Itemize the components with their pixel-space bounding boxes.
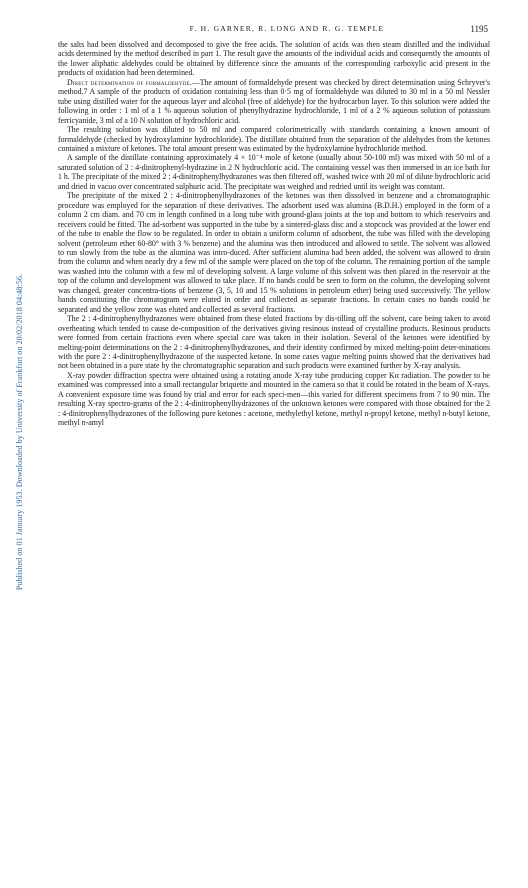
running-title: F. H. GARNER, R. LONG AND R. G. TEMPLE: [189, 24, 385, 33]
paragraph: [58, 78, 490, 125]
publication-side-note: [5, 132, 24, 732]
paragraph: A sample of the distillate containing approximately 4 × 10⁻⁴ mole of ketone (usually about 50-100 ml) was mixed with 50 ml of a saturated solution of 2 : 4-dinitrophenyl-hydrazine in 2 N hydrochloric acid. The containing vessel was then immersed in an ice bath for 1 h. The precipitate of the mixed 2 : 4-dinitrophenylhydrazones was then filtered off, washed twice with 20 ml of dilute hydrochloric acid and dried in vacuo over concentrated sulphuric acid. The precipitate was weighed and redried until its weight was constant.: [58, 153, 490, 191]
paragraph: the salts had been dissolved and decomposed to give the free acids. The solution of acids was then steam distilled and the individual acids determined by the method described in part 1. The result gave the amounts of the individual acids and consequently the amounts of the lower aliphatic aldehydes could be obtained by difference since the amounts of the corresponding carboxylic acid present in the products of oxidation had been determined.: [58, 40, 490, 78]
paragraph: The precipitate of the mixed 2 : 4-dinitrophenylhydrazones of the ketones was then dissolved in benzene and a chromatographic procedure was employed for the separation of these derivatives. The adsorbent used was alumina (B.D.H.) employed in the form of a column 2 cm diam. and 70 cm in length confined in a long tube with ground-glass joints at the top and bottom to which reservoirs and receivers could be fitted. The ad-sorbent was supported in the tube by a sintered-glass disc and a stopcock was provided at the lower end of the tube to enable the flow to be regulated. In order to obtain a uniform column of adsorbent, the tube was filled with the developing solvent (petroleum ether 60-80° with 3 % benzene) and the alumina was then introduced and allowed to settle. The solvent was allowed to run slowly from the tube as the alumina was intro-duced. After sufficient alumina had been added, the solvent was allowed to drain from the column and when nearly dry a few ml of the sample were placed on the top of the column. The remaining portion of the sample was washed into the column with a few ml of developing solvent. A large volume of this solvent was then placed in the reservoir at the top of the column and development was allowed to take place. If no bands could be seen to form on the column, the developing solvent was changed, greater concentra-tions of benzene (3, 5, 10 and 15 % solutions in petroleum ether) being used successively. The yellow bands constituting the chromatogram were eluted in order and collected as separate fractions. In certain cases no bands could be separated and the yellow zone was eluted and collected as several fractions.: [58, 191, 490, 314]
paragraph: The 2 : 4-dinitrophenylhydrazones were obtained from these eluted fractions by dis-tilling off the solvent, care being taken to avoid overheating which tended to cause de-composition of the derivatives giving resinous instead of crystalline products. Resinous products were formed from certain fractions even where special care was taken in their isolation. Several of the ketones were identified by melting-point determinations on the 2 : 4-dinitrophenylhydrazones, and their identity confirmed by mixed melting-point deter-minations with the pure 2 : 4-dinitrophenylhydrazone of the suspected ketone. In some cases vague melting points showed that the derivatives had not been obtained in a pure state by the chromatographic separation and such products were examined further by X-ray analysis.: [58, 314, 490, 371]
paragraph-text: —The amount of formaldehyde present was checked by direct determination using Schryver's method.7 A sample of the products of oxidation containing less than 0·5 mg of formaldehyde was diluted to 30 ml in a 50 ml Nessler tube using distilled water for the aqueous layer and alcohol (free of aldehyde) for the hydrocarbon layer. To this solution were added the following in order : 1 ml of a 1 % aqueous solution of phenylhydrazine hydrochloride, 1 ml of a 2 % aqueous solution of potassium ferricyanide, 3 ml of a 10 N solution of hydrochloric acid.: [58, 77, 490, 125]
paragraph: X-ray powder diffraction spectra were obtained using a rotating anode X-ray tube producing copper Kα radiation. The powder to be examined was compressed into a small rectangular briquette and mounted in the camera so that it could be rotated in the beam of X-rays. A convenient exposure time was found by trial and error for each speci-men—this varied for different specimens from 7 to 90 min. The resulting X-ray spectro-grams of the 2 : 4-dinitrophenylhydrazones of the unknown ketones were compared with those obtained for the 2 : 4-dinitrophenylhydrazones of the following pure ketones : acetone, methylethyl ketone, methyl n-propyl ketone, methyl n-butyl ketone, methyl n-amyl: [58, 370, 490, 428]
article-body: [58, 40, 490, 428]
section-heading: Direct determination of formaldehyde.: [67, 77, 192, 87]
page-header: [58, 22, 488, 36]
page-number: 1195: [470, 24, 488, 34]
side-note-text: Published on 01 January 1953. Downloaded by University of Frankfurt on 20/02/2018 04:48:56.: [15, 273, 24, 591]
paragraph: The resulting solution was diluted to 50 ml and compared colorimetrically with standards containing a known amount of formaldehyde (checked by hydroxylamine hydrochloride). The distillate obtained from the separation of the aldehydes from the ketones contained a mixture of ketones. The total amount present was estimated by the hydroxylamine hydrochloride method.: [58, 125, 490, 153]
